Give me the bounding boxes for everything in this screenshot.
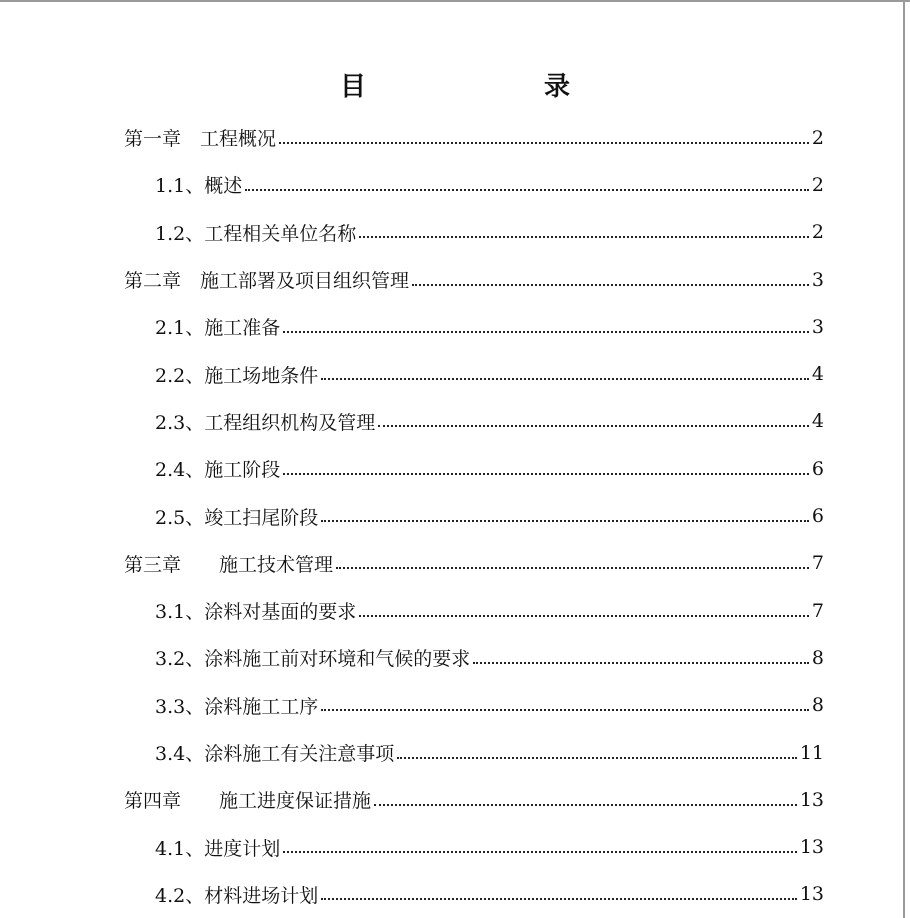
- toc-entry-label: 第一章 工程概况: [124, 128, 277, 151]
- toc-page-number: 11: [799, 741, 824, 764]
- toc-entry-label: 4.1、进度计划: [155, 837, 281, 860]
- toc-section-entry[interactable]: [124, 634, 824, 681]
- toc-page-number: 3: [811, 268, 824, 291]
- toc-dot-leader: [321, 695, 809, 711]
- toc-title: 目 录: [339, 72, 612, 102]
- toc-entry-label: 第二章 施工部署及项目组织管理: [124, 270, 410, 293]
- toc-dot-leader: [378, 411, 809, 427]
- toc-entry-label: 3.4、涂料施工有关注意事项: [155, 743, 395, 765]
- toc-section-entry[interactable]: [124, 350, 824, 397]
- toc-page-number: 4: [811, 410, 824, 433]
- toc-dot-leader: [359, 222, 809, 238]
- toc-chapter-entry[interactable]: [124, 256, 824, 303]
- toc-page-number: 2: [811, 173, 824, 196]
- toc-dot-leader: [245, 175, 809, 191]
- table-of-contents: [124, 114, 824, 918]
- toc-entry-label: 1.2、工程相关单位名称: [155, 222, 357, 245]
- toc-page-number: 4: [811, 363, 824, 386]
- toc-page-number: 6: [811, 457, 824, 480]
- toc-dot-leader: [397, 743, 797, 759]
- toc-dot-leader: [336, 553, 809, 569]
- toc-entry-label: 2.4、施工阶段: [155, 459, 281, 482]
- toc-entry-label: 3.1、涂料对基面的要求: [155, 601, 357, 624]
- toc-chapter-entry[interactable]: [124, 114, 824, 161]
- toc-dot-leader: [412, 270, 809, 286]
- toc-page-number: 2: [811, 221, 824, 244]
- page-top-border: [0, 0, 910, 2]
- toc-page-number: 13: [799, 883, 824, 906]
- toc-page-number: 3: [811, 315, 824, 338]
- toc-entry-label: 1.1、概述: [155, 175, 243, 198]
- toc-page-number: 2: [811, 126, 824, 149]
- toc-section-entry[interactable]: [124, 682, 824, 729]
- toc-dot-leader: [359, 601, 809, 617]
- toc-page-number: 7: [811, 599, 824, 622]
- toc-dot-leader: [321, 364, 809, 380]
- toc-page-number: 13: [799, 788, 824, 811]
- toc-chapter-entry[interactable]: [124, 776, 824, 823]
- toc-entry-label: 3.3、涂料施工工序: [155, 695, 319, 718]
- toc-page-number: 8: [811, 646, 824, 669]
- toc-section-entry[interactable]: [124, 161, 824, 208]
- toc-page-number: 7: [811, 552, 824, 575]
- toc-dot-leader: [321, 884, 797, 900]
- toc-section-entry[interactable]: [124, 303, 824, 350]
- toc-page-number: 8: [811, 694, 824, 717]
- toc-entry-label: 3.2、涂料施工前对环境和气候的要求: [155, 648, 471, 671]
- toc-dot-leader: [473, 648, 809, 664]
- toc-entry-label: 2.3、工程组织机构及管理: [155, 411, 376, 434]
- toc-chapter-entry[interactable]: [124, 540, 824, 587]
- toc-dot-leader: [374, 790, 797, 806]
- toc-entry-label: 第三章 施工技术管理: [124, 553, 334, 576]
- toc-entry-label: 2.1、施工准备: [155, 317, 281, 340]
- toc-dot-leader: [279, 128, 809, 144]
- toc-section-entry[interactable]: [124, 398, 824, 445]
- toc-dot-leader: [321, 506, 809, 522]
- toc-page-number: 13: [799, 836, 824, 859]
- toc-entry-label: 4.2、材料进场计划: [155, 884, 319, 907]
- toc-dot-leader: [283, 837, 797, 853]
- toc-entry-label: 第四章 施工进度保证措施: [124, 790, 372, 813]
- toc-entry-label: 2.5、竣工扫尾阶段: [155, 506, 319, 529]
- toc-dot-leader: [283, 317, 809, 333]
- toc-section-entry[interactable]: [124, 445, 824, 492]
- toc-dot-leader: [283, 459, 809, 475]
- toc-section-entry[interactable]: [124, 729, 824, 776]
- toc-section-entry[interactable]: [124, 492, 824, 539]
- toc-section-entry[interactable]: [124, 587, 824, 634]
- toc-entry-label: 2.2、施工场地条件: [155, 364, 319, 387]
- toc-section-entry[interactable]: [124, 209, 824, 256]
- toc-section-entry[interactable]: [124, 823, 824, 870]
- toc-section-entry[interactable]: [124, 871, 824, 918]
- toc-page-number: 6: [811, 505, 824, 528]
